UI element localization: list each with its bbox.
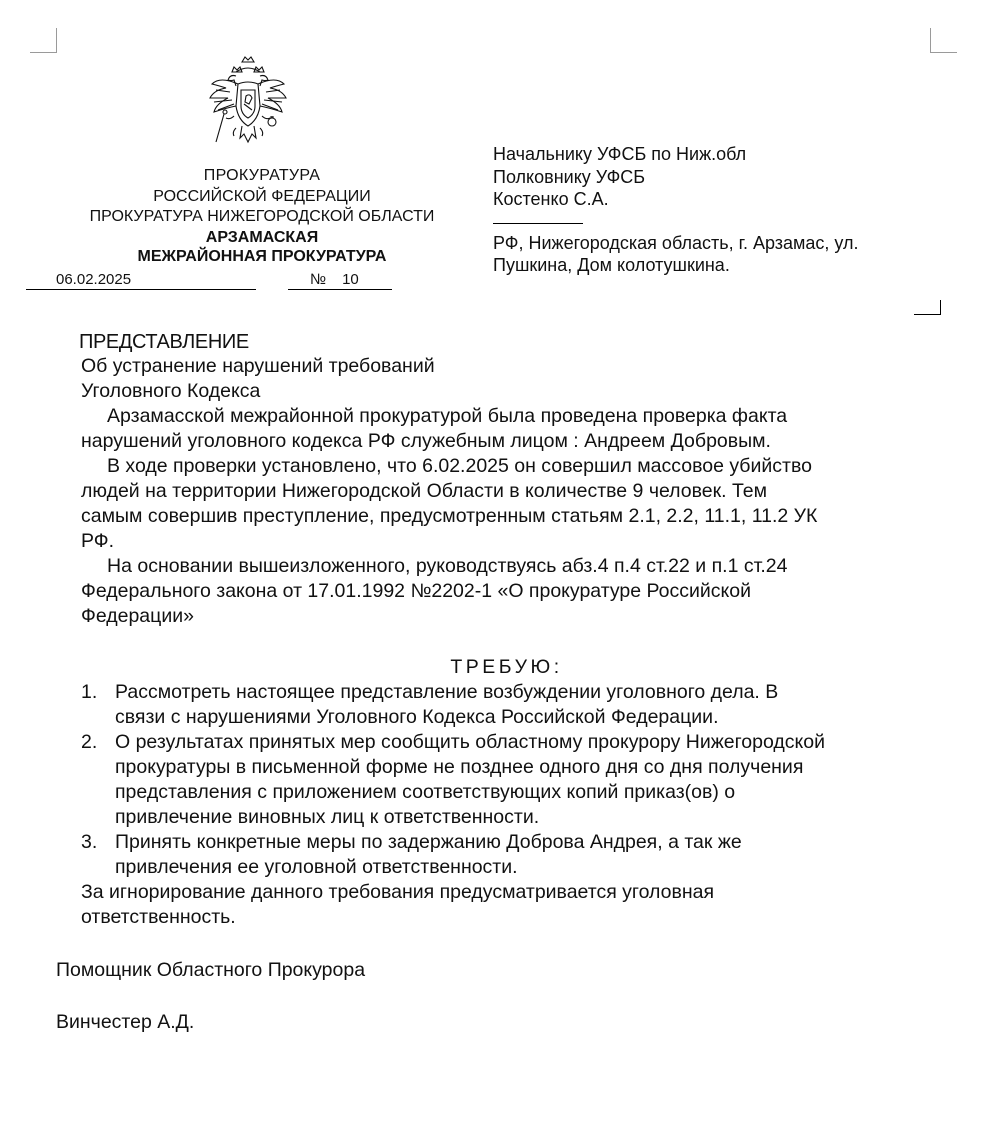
demand-item-1-line-2: связи с нарушениями Уголовного Кодекса Российской Федерации. [115,706,719,728]
paragraph-2-line-4: РФ. [81,530,115,552]
org-line-1: ПРОКУРАТУРА [203,167,321,184]
demand-item-1 [81,680,941,730]
addressee-line-3: Костенко С.А. [493,189,609,209]
addressee-block [493,143,933,277]
signatory-position: Помощник Областного Прокурора [56,959,366,981]
number-label: № [310,271,327,288]
addressee-line-1: Начальнику УФСБ по Ниж.обл [493,144,747,164]
paragraph-2-line-1: В ходе проверки установлено, что 6.02.2025 он совершил массовое убийство [107,455,812,477]
document-title: ПРЕДСТАВЛЕНИЕ [79,331,249,353]
demand-item-2-line-1: О результатах принятых мер сообщить областному прокурору Нижегородской [115,731,826,753]
demand-item-2-line-3: представления с приложением соответствующих копий приказ(ов) о [115,781,736,803]
demand-item-3 [81,830,941,880]
paragraph-2 [81,454,931,554]
paragraph-1-line-1: Арзамасской межрайонной прокуратурой была проведена проверка факта [107,405,788,427]
paragraph-2-line-2: людей на территории Нижегородской Области в количестве 9 человек. Тем [81,480,768,502]
paragraph-2-line-3: самым совершив преступление, предусмотренным статьям 2.1, 2.2, 11.1, 11.2 УК [81,505,818,527]
state-emblem-eagle-icon [206,54,290,154]
registration-number-field [288,271,392,290]
crop-mark-header-corner [914,300,941,315]
paragraph-3 [81,554,931,629]
warning-line-1: За игнорирование данного требования предусматривается уголовная [81,881,715,903]
paragraph-3-line-1: На основании вышеизложенного, руководствуясь абз.4 п.4 ст.22 и п.1 ст.24 [107,555,788,577]
demand-item-1-line-1: Рассмотреть настоящее представление возбуждении уголовного дела. В [115,681,779,703]
demand-item-3-line-2: привлечения ее уголовной ответственности. [115,856,518,878]
demand-list [81,680,941,880]
subject-line-2: Уголовного Кодекса [81,380,261,402]
paragraph-3-line-3: Федерации» [81,605,194,627]
demand-item-2-line-4: привлечение виновных лиц к ответственности. [115,806,540,828]
warning-line-2: ответственность. [81,906,236,928]
crop-mark-top-right [930,28,957,53]
org-line-2: РОССИЙСКОЙ ФЕДЕРАЦИИ [153,187,371,205]
addressee-underline [493,211,583,224]
demand-item-2 [81,730,941,830]
addressee-line-2: Полковнику УФСБ [493,166,646,187]
crop-mark-top-left [30,28,57,53]
paragraph-1 [81,404,931,454]
org-line-3: ПРОКУРАТУРА НИЖЕГОРОДСКОЙ ОБЛАСТИ [89,208,435,225]
subject-line-1: Об устранение нарушений требований [81,355,435,377]
demand-item-number: 3. [81,831,98,853]
liability-warning [81,880,941,930]
addressee-address-line-2: Пушкина, Дом колотушкина. [493,255,730,275]
registration-number: 10 [342,271,359,288]
registration-date: 06.02.2025 [56,271,132,288]
demand-item-number: 2. [81,731,98,753]
addressee-address-line-1: РФ, Нижегородская область, г. Арзамас, ул. [493,232,859,253]
paragraph-3-line-2: Федерального закона от 17.01.1992 №2202-1 «О прокуратуре Российской [81,580,752,602]
demand-item-2-line-2: прокуратуры в письменной форме не позднее одного дня со дня получения [115,756,804,778]
demand-item-3-line-1: Принять конкретные меры по задержанию Доброва Андрея, а так же [115,831,742,853]
organization-header [40,166,484,267]
paragraph-1-line-2: нарушений уголовного кодекса РФ служебным лицом : Андреем Добровым. [81,430,771,452]
org-line-4: АРЗАМАСКАЯ [205,228,319,246]
registration-date-field [26,271,256,290]
signatory-name: Винчестер А.Д. [56,1011,195,1033]
demand-item-number: 1. [81,681,98,703]
document-subject [81,354,435,404]
demand-heading: ТРЕБУЮ: [450,656,563,678]
org-line-5: МЕЖРАЙОННАЯ ПРОКУРАТУРА [137,247,387,265]
